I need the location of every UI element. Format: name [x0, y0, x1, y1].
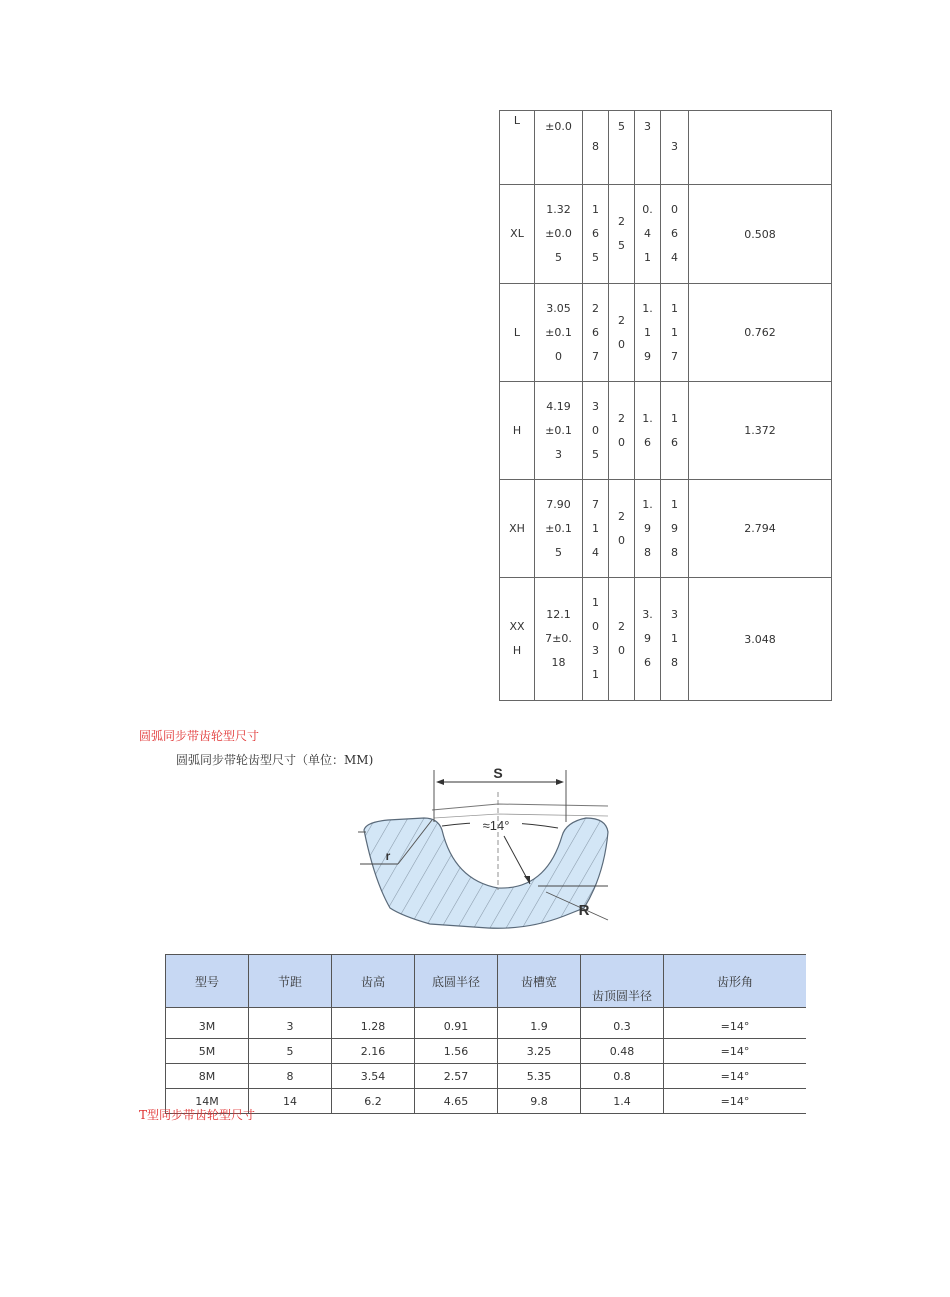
spec-cell-line: 3.: [642, 608, 653, 621]
spec-cell: [535, 578, 583, 701]
spec-value-cell: 2.794: [689, 480, 832, 578]
spec-cell: [661, 480, 689, 578]
spec-cell-line: H: [512, 423, 522, 437]
spec-cell-line: 5: [555, 545, 562, 559]
spec-cell-line: 0: [618, 644, 625, 657]
spec-cell: [635, 284, 661, 382]
spec-cell-line: 3: [555, 447, 562, 461]
spec-cell-line: 1: [671, 301, 678, 315]
spec-cell-line: 8: [671, 656, 678, 669]
spec-cell-line: 7.90: [546, 497, 571, 511]
arc-table-row: [166, 1089, 807, 1114]
arc-table-cell: 3M: [166, 1008, 249, 1039]
spec-cell: [500, 111, 535, 185]
arc-table-cell: 0.48: [581, 1039, 664, 1064]
arc-table-cell: 4.65: [415, 1089, 498, 1114]
spec-row: [500, 284, 832, 382]
spec-cell-line: 9: [644, 521, 651, 535]
spec-cell-line: 2: [618, 313, 625, 327]
spec-cell-line: 4.19: [546, 399, 571, 413]
spec-cell-line: XH: [509, 521, 525, 535]
spec-cell: [635, 480, 661, 578]
spec-cell-line: 1: [592, 521, 599, 535]
arc-table-header: 齿顶圆半径: [581, 955, 664, 1008]
spec-table: [499, 110, 832, 701]
angle-label: ≈14°: [482, 818, 510, 833]
arc-table-cell: 6.2: [332, 1089, 415, 1114]
spec-cell-line: 4: [671, 251, 678, 264]
spec-cell-line: ±0.0: [545, 120, 572, 133]
spec-cell-line: 6: [671, 435, 678, 449]
spec-cell: [635, 185, 661, 284]
spec-cell: [535, 382, 583, 480]
spec-cell-line: 5: [618, 239, 625, 252]
spec-cell-line: XX: [509, 620, 525, 633]
arc-table-cell: 5.35: [498, 1064, 581, 1089]
spec-cell: [609, 111, 635, 185]
spec-cell-line: L: [513, 114, 521, 127]
spec-cell-line: 3.05: [546, 301, 571, 315]
spec-cell: [500, 382, 535, 480]
spec-cell: [583, 284, 609, 382]
arc-table-header: 型号: [166, 955, 249, 1008]
spec-cell-line: 1: [644, 251, 651, 264]
spec-cell-line: 0: [618, 337, 625, 351]
arc-table-header: 节距: [249, 955, 332, 1008]
arc-table-cell: 1.56: [415, 1039, 498, 1064]
arc-table-row: [166, 1008, 807, 1039]
spec-value-cell: 0.508: [689, 185, 832, 284]
spec-cell-line: 6: [644, 435, 651, 449]
spec-cell-line: 0: [555, 349, 562, 363]
spec-cell-line: 1: [592, 203, 599, 216]
spec-cell-line: 7: [592, 497, 599, 511]
arc-table-cell: 0.3: [581, 1008, 664, 1039]
spec-cell: [661, 382, 689, 480]
spec-cell-line: 1: [671, 497, 678, 511]
spec-row: [500, 185, 832, 284]
spec-cell-line: 4: [592, 545, 599, 559]
arc-table-cell: 8M: [166, 1064, 249, 1089]
spec-cell: [583, 111, 609, 185]
spec-cell: [609, 578, 635, 701]
spec-value-cell: 3.048: [689, 578, 832, 701]
spec-cell-line: 1.: [642, 497, 653, 511]
spec-cell-line: 3: [671, 608, 678, 621]
spec-cell-line: 2: [618, 509, 625, 523]
spec-cell: [661, 111, 689, 185]
spec-cell: [500, 480, 535, 578]
spec-cell-line: 7: [592, 349, 599, 363]
arc-table-header: 齿槽宽: [498, 955, 581, 1008]
spec-cell-line: 6: [671, 227, 678, 240]
spec-cell-line: 3: [592, 644, 599, 657]
spec-value-cell: 0.762: [689, 284, 832, 382]
spec-cell-line: 3: [671, 140, 678, 153]
spec-cell-line: 1.32: [546, 203, 571, 216]
arc-section-subheading: 圆弧同步带轮齿型尺寸（单位：MM): [176, 753, 374, 767]
arc-tooth-diagram: [358, 764, 610, 932]
arc-table-cell: 2.16: [332, 1039, 415, 1064]
spec-row: [500, 111, 832, 185]
spec-cell: [635, 382, 661, 480]
spec-cell-line: 0: [618, 533, 625, 547]
arc-table-cell: 0.91: [415, 1008, 498, 1039]
spec-cell: [535, 111, 583, 185]
spec-row: [500, 578, 832, 701]
spec-row: [500, 382, 832, 480]
spec-cell-line: ±0.1: [545, 521, 572, 535]
arc-table-cell: =14°: [664, 1089, 807, 1114]
spec-cell-line: ±0.0: [545, 227, 572, 240]
arc-table-cell: 3.25: [498, 1039, 581, 1064]
arc-table-cell: 2.57: [415, 1064, 498, 1089]
spec-cell-line: 12.1: [546, 608, 571, 621]
arc-table-cell: 14: [249, 1089, 332, 1114]
spec-cell: [609, 480, 635, 578]
spec-cell: [500, 578, 535, 701]
spec-cell-line: 3: [592, 399, 599, 413]
spec-cell-line: 2: [618, 620, 625, 633]
arc-table-cell: 3.54: [332, 1064, 415, 1089]
arc-table-cell: 8: [249, 1064, 332, 1089]
spec-cell-line: 6: [592, 227, 599, 240]
spec-cell-line: 0.: [642, 203, 653, 216]
spec-cell-line: 2: [618, 411, 625, 425]
arc-table-cell: =14°: [664, 1064, 807, 1089]
spec-cell-line: 1: [592, 596, 599, 609]
arc-table-cell: 3: [249, 1008, 332, 1039]
spec-cell: [635, 578, 661, 701]
arc-table-cell: 5: [249, 1039, 332, 1064]
spec-cell-line: 8: [644, 545, 651, 559]
arc-table-cell: 1.9: [498, 1008, 581, 1039]
spec-cell-line: 1.: [642, 411, 653, 425]
spec-cell: [609, 284, 635, 382]
spec-cell-line: 1: [671, 411, 678, 425]
spec-cell: [583, 480, 609, 578]
arc-table-cell: 9.8: [498, 1089, 581, 1114]
spec-value-cell: [689, 111, 832, 185]
spec-cell-line: 1: [671, 632, 678, 645]
spec-cell: [661, 578, 689, 701]
arc-table-cell: 0.8: [581, 1064, 664, 1089]
spec-cell-line: 6: [644, 656, 651, 669]
arc-table-cell: =14°: [664, 1008, 807, 1039]
spec-cell-line: 3: [644, 120, 651, 133]
t-section-heading: T型同步带齿轮型尺寸: [139, 1108, 256, 1122]
spec-cell-line: 5: [592, 447, 599, 461]
spec-row: [500, 480, 832, 578]
spec-cell-line: 7±0.: [545, 632, 572, 645]
spec-cell-line: XL: [510, 227, 524, 240]
arc-table-cell: =14°: [664, 1039, 807, 1064]
spec-cell: [583, 185, 609, 284]
spec-cell-line: 7: [671, 349, 678, 363]
spec-cell-line: 2: [618, 215, 625, 228]
arc-table-cell: 1.4: [581, 1089, 664, 1114]
spec-cell-line: 1: [592, 668, 599, 681]
s-label: S: [493, 765, 503, 781]
arc-section-heading: 圆弧同步带齿轮型尺寸: [139, 729, 260, 743]
arc-table-cell: 1.28: [332, 1008, 415, 1039]
arc-table-header: 齿形角: [664, 955, 807, 1008]
spec-cell-line: 2: [592, 301, 599, 315]
spec-cell-line: 9: [671, 521, 678, 535]
spec-cell: [609, 382, 635, 480]
spec-cell-line: 0: [618, 435, 625, 449]
spec-cell-line: L: [513, 325, 521, 339]
spec-cell: [661, 185, 689, 284]
spec-value-cell: 1.372: [689, 382, 832, 480]
spec-cell-line: H: [512, 644, 522, 657]
spec-cell-line: 0: [671, 203, 678, 216]
spec-cell-line: 0: [592, 620, 599, 633]
spec-cell-line: 8: [671, 545, 678, 559]
spec-cell-line: 1: [671, 325, 678, 339]
spec-cell-line: 18: [551, 656, 566, 669]
arc-table-header: 齿高: [332, 955, 415, 1008]
r-small-label: r: [385, 849, 391, 863]
arc-table-cell: 14M: [166, 1089, 249, 1114]
spec-cell: [661, 284, 689, 382]
spec-cell-line: 8: [592, 140, 599, 153]
arc-dimension-table: [165, 954, 806, 1114]
spec-cell: [583, 578, 609, 701]
spec-cell-line: 4: [644, 227, 651, 240]
spec-cell: [609, 185, 635, 284]
spec-cell-line: 5: [555, 251, 562, 264]
spec-cell-line: ±0.1: [545, 325, 572, 339]
spec-cell-line: 5: [618, 120, 625, 133]
arc-table-row: [166, 1064, 807, 1089]
spec-cell-line: 6: [592, 325, 599, 339]
spec-cell: [583, 382, 609, 480]
spec-cell: [635, 111, 661, 185]
spec-cell: [535, 284, 583, 382]
arc-table-row: [166, 1039, 807, 1064]
spec-cell-line: 1.: [642, 301, 653, 315]
spec-cell-line: 1: [644, 325, 651, 339]
spec-cell-line: 9: [644, 632, 651, 645]
spec-cell-line: 0: [592, 423, 599, 437]
spec-cell-line: 9: [644, 349, 651, 363]
spec-cell: [535, 185, 583, 284]
spec-cell: [500, 284, 535, 382]
r-big-label: R: [578, 902, 590, 919]
spec-cell-line: 5: [592, 251, 599, 264]
arc-table-cell: 5M: [166, 1039, 249, 1064]
spec-cell-line: ±0.1: [545, 423, 572, 437]
arc-table-header: 底圆半径: [415, 955, 498, 1008]
spec-cell: [535, 480, 583, 578]
spec-cell: [500, 185, 535, 284]
